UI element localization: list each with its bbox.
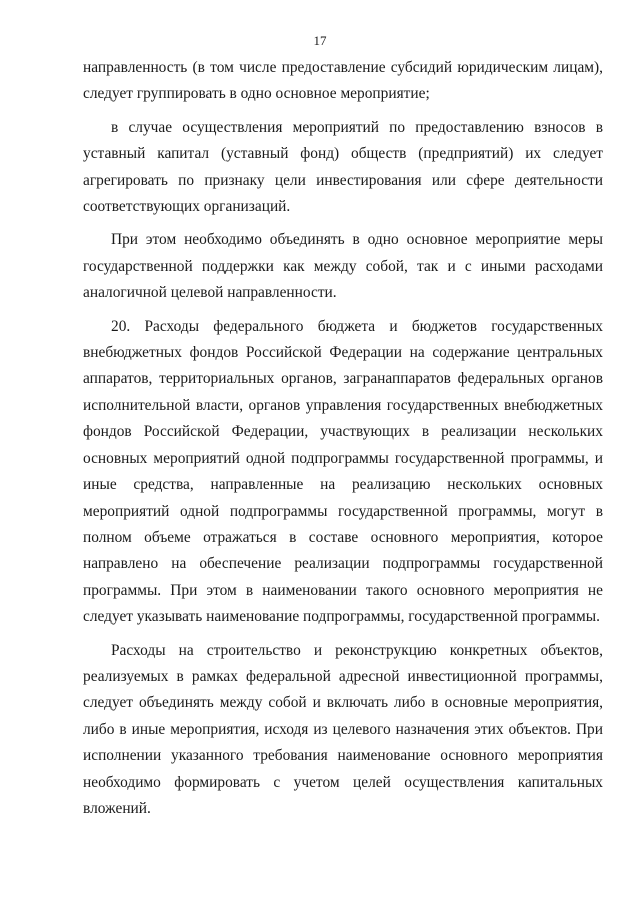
paragraph-2: в случае осуществления мероприятий по предоставлению взносов в уставный капитал (уставный фонд) обществ (предприятий) их следует агрегировать по признаку цели инвестирования или сфере деятельности соответствующих организаций. <box>83 118 603 216</box>
paragraph-gap <box>83 631 603 638</box>
paragraph-gap <box>83 220 603 227</box>
paragraph-1: направленность (в том числе предоставление субсидий юридическим лицам), следует группировать в одно основное мероприятие; <box>83 59 603 103</box>
paragraph-gap <box>83 307 603 314</box>
page-number: 17 <box>313 33 327 48</box>
document-body <box>83 55 603 822</box>
paragraph-3: При этом необходимо объединять в одно основное мероприятие меры государственной поддержки как между собой, так и с иными расходами аналогичной целевой направленности. <box>83 231 603 302</box>
paragraph-5: Расходы на строительство и реконструкцию конкретных объектов, реализуемых в рамках федеральной адресной инвестиционной программы, следует объединять между собой и включать либо в основные мероприятия, либо в иные мероприятия, исходя из целевого назначения этих объектов. При исполнении указанного требования наименование основного мероприятия необходимо формировать с учетом целей осуществления капитальных вложений. <box>83 641 603 817</box>
paragraph-gap <box>83 108 603 115</box>
paragraph-4: 20. Расходы федерального бюджета и бюджетов государственных внебюджетных фондов Российской Федерации на содержание центральных аппаратов, территориальных органов, загранаппаратов федеральных органов исполнительной власти, органов управления государственных внебюджетных фондов Российской Федерации, участвующих в реализации нескольких основных мероприятий одной подпрограммы государственной программы, и иные средства, направленные на реализацию нескольких основных мероприятий одной подпрограммы государственной программы, могут в полном объеме отражаться в составе основного мероприятия, которое направлено на обеспечение реализации подпрограммы государственной программы. При этом в наименовании такого основного мероприятия не следует указывать наименование подпрограммы, государственной программы. <box>83 317 603 626</box>
